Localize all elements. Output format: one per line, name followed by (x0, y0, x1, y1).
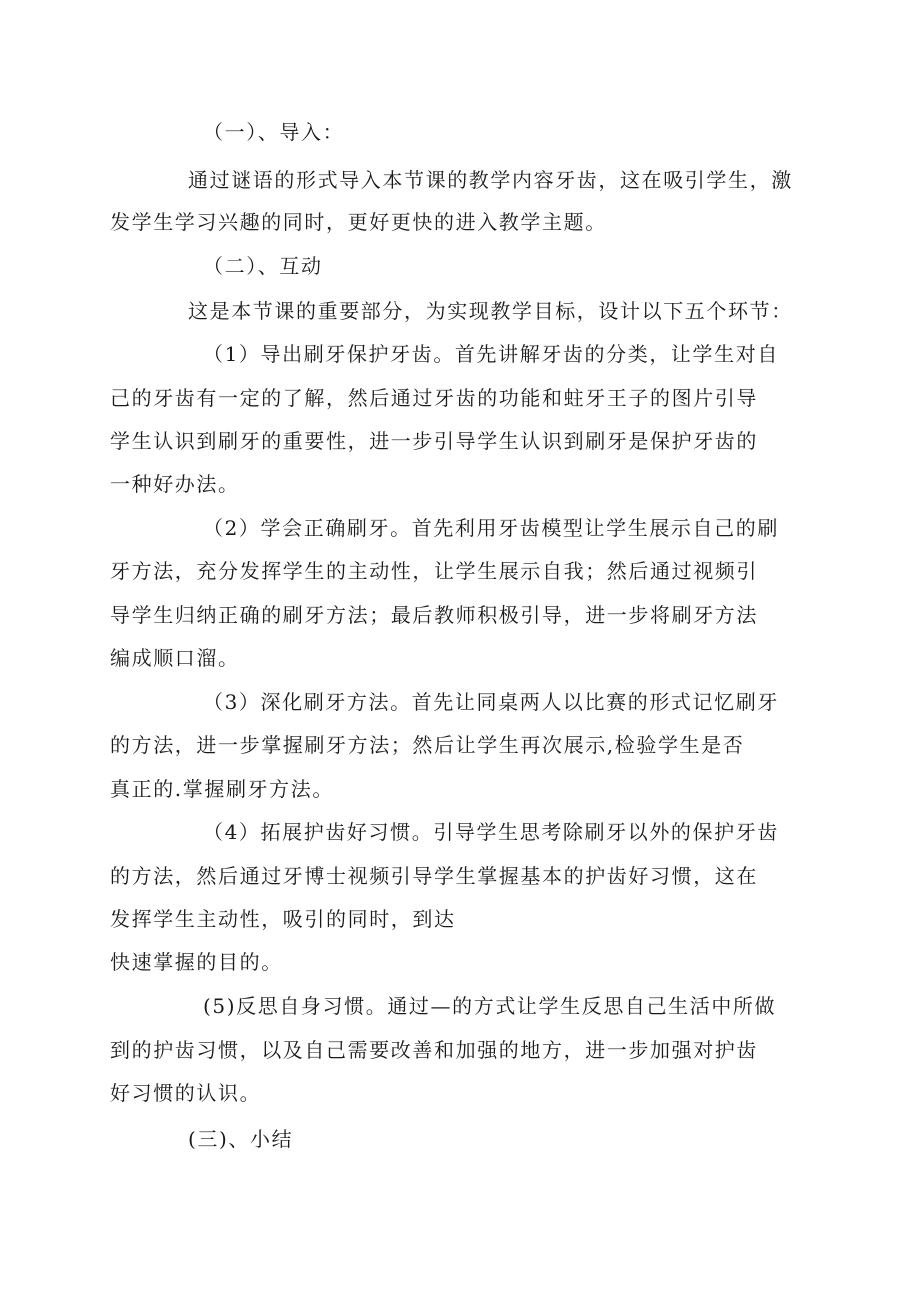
step-3-line-3: 真正的.掌握刷牙方法。 (110, 777, 334, 801)
step-1-line-4: 一种好办法。 (110, 472, 240, 496)
step-5-line-1: (5)反思自身习惯。通过—的方式让学生反思自己生活中所做 (203, 994, 777, 1018)
step-2-line-4: 编成顺口溜。 (110, 646, 240, 670)
paragraph-overview: 这是本节课的重要部分，为实现教学目标，设计以下五个环节： (188, 299, 793, 323)
step-4-line-3: 发挥学生主动性，吸引的同时，到达 (110, 907, 456, 931)
step-1-line-3: 学生认识到刷牙的重要性，进一步引导学生认识到刷牙是保护牙齿的 (110, 429, 758, 453)
step-1-line-1: （1）导出刷牙保护牙齿。首先讲解牙齿的分类，让学生对自 (203, 342, 779, 366)
step-5-line-3: 好习惯的认识。 (110, 1081, 262, 1105)
step-4-line-2: 的方法，然后通过牙博士视频引导学生掌握基本的护齿好习惯，这在 (110, 864, 758, 888)
step-3-line-2: 的方法，进一步掌握刷牙方法；然后让学生再次展示,检验学生是否 (110, 733, 745, 757)
step-3-line-1: （3）深化刷牙方法。首先让同桌两人以比赛的形式记忆刷牙 (203, 690, 779, 714)
paragraph-intro-line-1: 通过谜语的形式导入本节课的教学内容牙齿，这在吸引学生，激 (188, 168, 793, 192)
heading-intro: （一）、导入： (203, 120, 345, 144)
step-2-line-1: （2）学会正确刷牙。首先利用牙齿模型让学生展示自己的刷 (203, 516, 779, 540)
paragraph-intro-line-2: 发学生学习兴趣的同时，更好更快的进入教学主题。 (110, 210, 607, 234)
step-2-line-3: 导学生归纳正确的刷牙方法；最后教师积极引导，进一步将刷牙方法 (110, 603, 758, 627)
heading-interaction: （二）、互动 (203, 254, 323, 278)
step-1-line-2: 己的牙齿有一定的了解，然后通过牙齿的功能和蛀牙王子的图片引导 (110, 386, 758, 410)
step-4-line-1: （4）拓展护齿好习惯。引导学生思考除刷牙以外的保护牙齿 (203, 820, 779, 844)
heading-summary: (三)、小结 (188, 1127, 294, 1151)
step-5-line-2: 到的护齿习惯，以及自己需要改善和加强的地方，进一步加强对护齿 (110, 1038, 758, 1062)
step-2-line-2: 牙方法，充分发挥学生的主动性，让学生展示自我；然后通过视频引 (110, 559, 758, 583)
step-4-line-4: 快速掌握的目的。 (110, 950, 283, 974)
